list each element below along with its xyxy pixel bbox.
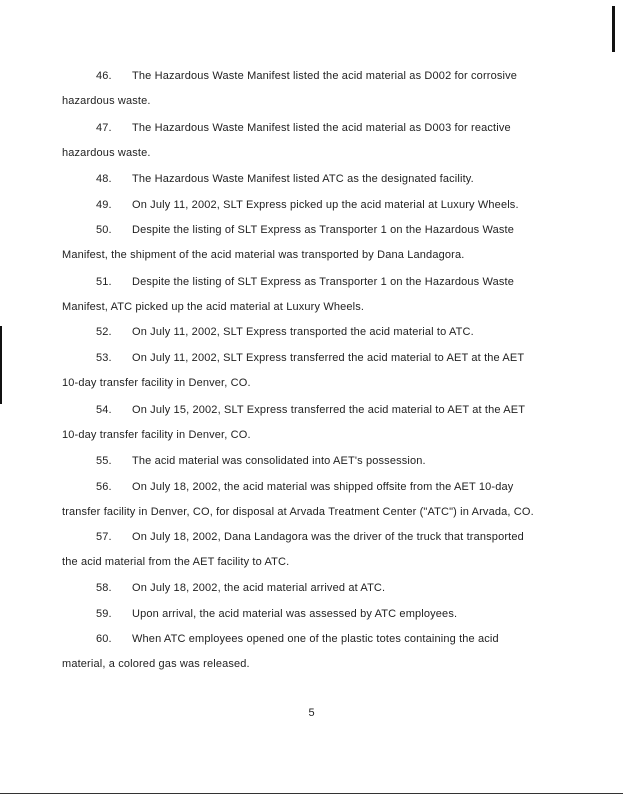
- paragraph-57: 57. On July 18, 2002, Dana Landagora was the driver of the truck that transported the acid material from the AET facility to ATC.: [62, 531, 524, 568]
- paragraph-58: 58. On July 18, 2002, the acid material arrived at ATC.: [96, 582, 386, 594]
- paragraph-49: 49. On July 11, 2002, SLT Express picked up the acid material at Luxury Wheels.: [96, 199, 519, 211]
- paragraph-47: 47. The Hazardous Waste Manifest listed the acid material as D003 for reactive hazardous waste.: [62, 122, 511, 159]
- paragraph-54: 54. On July 15, 2002, SLT Express transferred the acid material to AET at the AET 10-day transfer facility in Denver, CO.: [62, 404, 526, 441]
- scan-edge-artifact: [612, 6, 615, 52]
- paragraph-50: 50. Despite the listing of SLT Express as Transporter 1 on the Hazardous Waste Manifest, the shipment of the acid material was transported by Dana Landagora.: [62, 224, 515, 261]
- page-number: 5: [308, 707, 315, 719]
- scan-edge-artifact: [0, 793, 623, 794]
- paragraph-52: 52. On July 11, 2002, SLT Express transported the acid material to ATC.: [96, 326, 474, 338]
- paragraph-55: 55. The acid material was consolidated into AET's possession.: [96, 455, 426, 467]
- paragraph-60: 60. When ATC employees opened one of the plastic totes containing the acid material, a colored gas was released.: [62, 633, 499, 670]
- paragraph-53: 53. On July 11, 2002, SLT Express transferred the acid material to AET at the AET 10-day transfer facility in Denver, CO.: [62, 352, 525, 389]
- paragraph-59: 59. Upon arrival, the acid material was assessed by ATC employees.: [96, 608, 458, 620]
- paragraph-56: 56. On July 18, 2002, the acid material was shipped offsite from the AET 10-day transfer facility in Denver, CO, for disposal at Arvada Treatment Center ("ATC") in Arvada, CO.: [62, 481, 534, 518]
- paragraph-48: 48. The Hazardous Waste Manifest listed ATC as the designated facility.: [96, 173, 474, 185]
- paragraph-51: 51. Despite the listing of SLT Express as Transporter 1 on the Hazardous Waste Manifest, ATC picked up the acid material at Luxury Wheels.: [62, 276, 515, 313]
- scan-edge-artifact: [0, 326, 2, 404]
- paragraph-46: 46. The Hazardous Waste Manifest listed the acid material as D002 for corrosive hazardous waste.: [62, 70, 518, 107]
